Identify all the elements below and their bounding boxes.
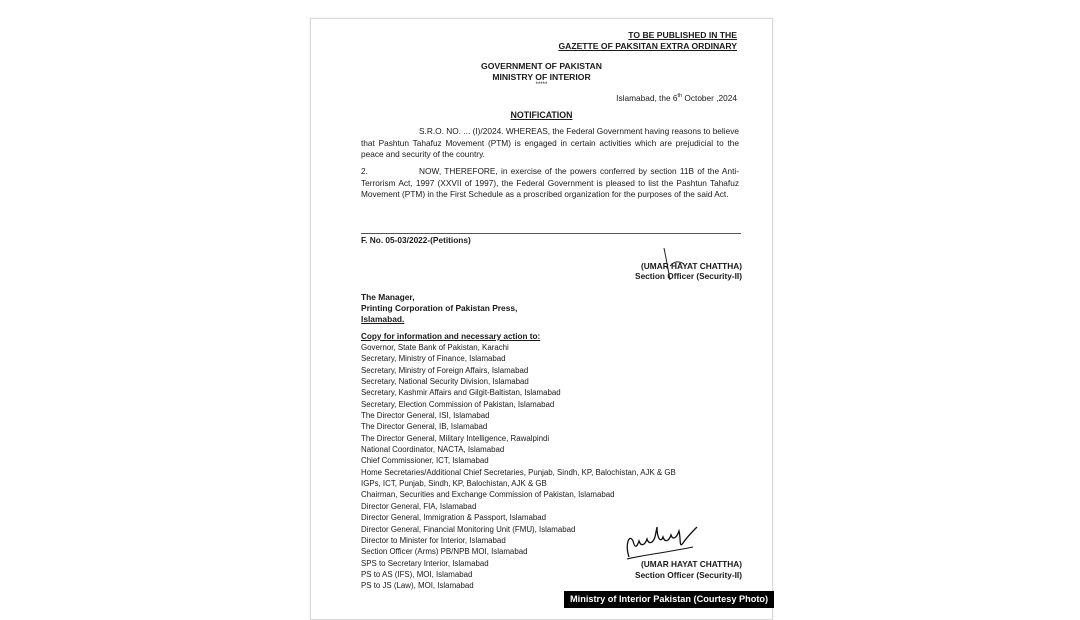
file-number: F. No. 05-03/2022-(Petitions) — [361, 235, 471, 245]
list-item: The Director General, IB, Islamabad — [361, 422, 488, 432]
place-date-suffix: October ,2024 — [682, 93, 737, 103]
list-item: Director General, Immigration & Passport, Islamabad — [361, 513, 547, 523]
signature-2-designation: Section Officer (Security-II) — [635, 570, 742, 580]
heading-stars: ***** — [535, 82, 548, 88]
ministry-heading: MINISTRY OF INTERIOR — [492, 72, 591, 82]
paragraph-1-text: S.R.O. NO. ... (I)/2024. WHEREAS, the Federal Government having reasons to believe that Pashtun Tahafuz Movement (PTM) is engaged in certain activities which are prejudicial to the peace and security of the country. — [361, 126, 739, 160]
list-item: National Coordinator, NACTA, Islamabad — [361, 445, 505, 455]
list-item: The Director General, Military Intelligence, Rawalpindi — [361, 433, 550, 443]
list-item: Section Officer (Arms) PB/NPB MOI, Islamabad — [361, 547, 528, 557]
signature-1-designation: Section Officer (Security-II) — [635, 271, 742, 281]
signature-1-name: (UMAR HAYAT CHATTHA) — [641, 261, 742, 271]
date-superscript: th — [677, 93, 683, 100]
publish-line-2: GAZETTE OF PAKSITAN EXTRA ORDINARY — [558, 41, 737, 51]
list-item: The Director General, ISI, Islamabad — [361, 411, 490, 421]
addressee-line-2: Printing Corporation of Pakistan Press, — [361, 303, 518, 313]
list-item: Secretary, Kashmir Affairs and Gilgit-Baltistan, Islamabad — [361, 388, 561, 398]
list-item: Secretary, National Security Division, Islamabad — [361, 377, 529, 387]
divider-line — [361, 233, 741, 234]
paragraph-1 — [361, 126, 739, 161]
signature-2-handwritten — [623, 519, 703, 561]
list-item: Director to Minister for Interior, Islamabad — [361, 535, 506, 545]
list-item: Home Secretaries/Additional Chief Secretaries, Punjab, Sindh, KP, Balochistan, AJK & GB — [361, 467, 676, 477]
list-item: Chairman, Securities and Exchange Commission of Pakistan, Islamabad — [361, 490, 615, 500]
signature-2-name: (UMAR HAYAT CHATTHA) — [641, 559, 742, 569]
place-date — [616, 93, 737, 103]
list-item: Director General, Financial Monitoring Unit (FMU), Islamabad — [361, 524, 576, 534]
list-item: Secretary, Election Commission of Pakistan, Islamabad — [361, 399, 555, 409]
photo-caption: Ministry of Interior Pakistan (Courtesy Photo) — [564, 591, 774, 608]
notification-title: NOTIFICATION — [510, 110, 573, 120]
list-item: SPS to Secretary Interior, Islamabad — [361, 558, 489, 568]
paragraph-2-number: 2. — [361, 166, 368, 176]
addressee-line-3: Islamabad. — [361, 314, 405, 324]
copy-heading: Copy for information and necessary action to: — [361, 332, 541, 341]
government-heading: GOVERNMENT OF PAKISTAN — [481, 61, 602, 71]
paragraph-2-text: NOW, THEREFORE, in exercise of the powers conferred by section 11B of the Anti-Terrorism Act, 1997 (XXVII of 1997), the Federal Government is pleased to list the Pashtun Tahafuz Movement (PTM) in the First Schedule as a proscribed organization for the purposes of the said Act. — [361, 166, 739, 200]
gazette-document — [310, 18, 773, 620]
list-item: Chief Commissioner, ICT, Islamabad — [361, 456, 489, 466]
list-item: PS to AS (IFS), MOI, Islamabad — [361, 569, 473, 579]
publish-line-1: TO BE PUBLISHED IN THE — [628, 30, 737, 40]
paragraph-2 — [361, 166, 739, 201]
list-item: Governor, State Bank of Pakistan, Karachi — [361, 343, 509, 352]
list-item: Secretary, Ministry of Finance, Islamabad — [361, 354, 506, 364]
list-item: Secretary, Ministry of Foreign Affairs, Islamabad — [361, 365, 529, 375]
list-item: PS to JS (Law), MOI, Islamabad — [361, 581, 474, 591]
list-item: Director General, FIA, Islamabad — [361, 501, 477, 511]
place-date-prefix: Islamabad, the 6 — [616, 93, 678, 103]
addressee-line-1: The Manager, — [361, 292, 415, 302]
list-item: IGPs, ICT, Punjab, Sindh, KP, Balochistan, AJK & GB — [361, 479, 547, 489]
